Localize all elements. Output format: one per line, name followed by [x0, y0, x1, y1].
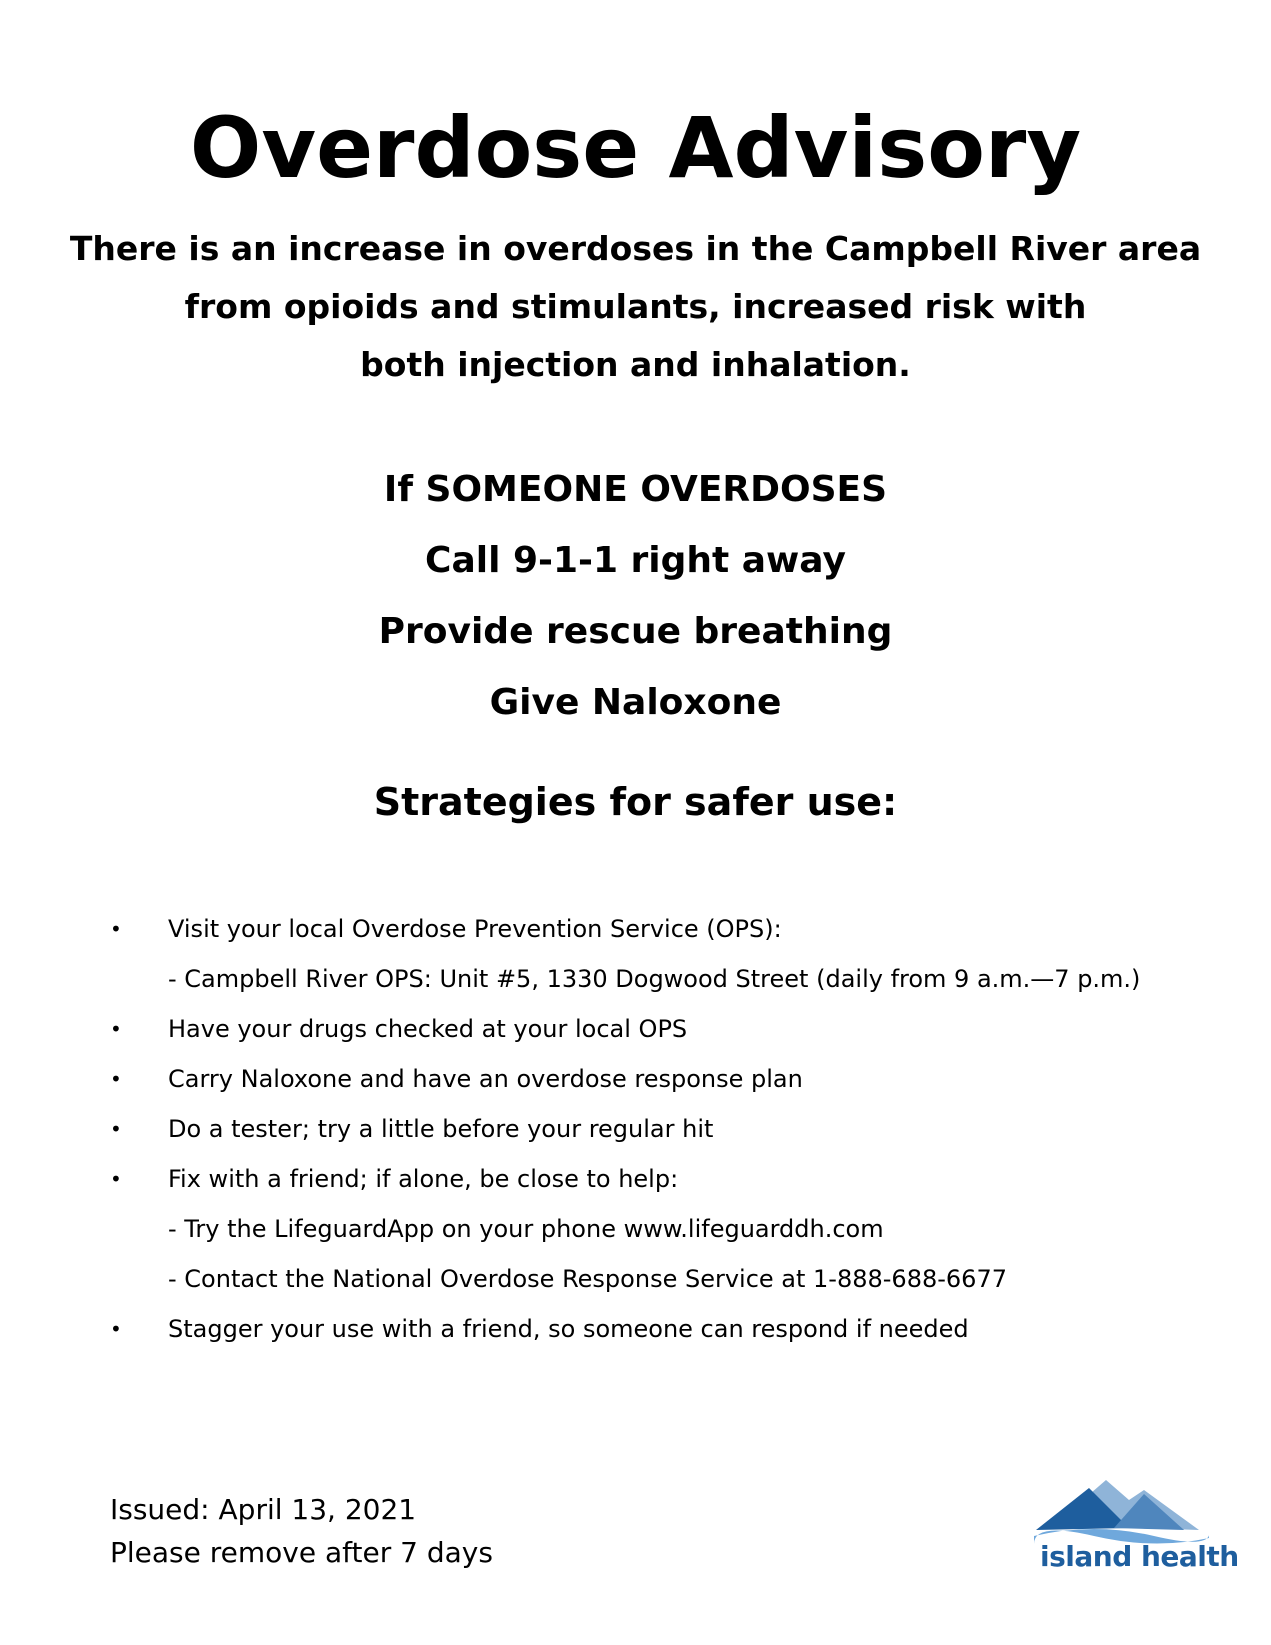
steps-heading: If SOMEONE OVERDOSES	[383, 469, 888, 510]
overdose-steps	[0, 454, 1271, 738]
strategy-text: - Try the LifeguardApp on your phone www.lifeguarddh.com	[168, 1215, 884, 1243]
bullet-icon: •	[110, 1167, 122, 1191]
strategy-item	[0, 1104, 1271, 1154]
strategy-text: Stagger your use with a friend, so someone can respond if needed	[168, 1315, 969, 1343]
step-rescue-breathing: Provide rescue breathing	[378, 611, 893, 652]
intro-line: from opioids and stimulants, increased risk with	[184, 287, 1087, 326]
strategy-item	[0, 1004, 1271, 1054]
bullet-icon: •	[110, 1317, 122, 1341]
step-give-naloxone: Give Naloxone	[489, 682, 782, 723]
logo-wordmark: island health	[1040, 1540, 1239, 1573]
strategy-item	[0, 1304, 1271, 1354]
strategy-text: - Campbell River OPS: Unit #5, 1330 Dogwood Street (daily from 9 a.m.—7 p.m.)	[168, 965, 1141, 993]
footer	[110, 1488, 493, 1574]
strategy-item	[0, 1054, 1271, 1104]
step-call-911: Call 9-1-1 right away	[425, 540, 846, 581]
strategy-item	[0, 904, 1271, 954]
strategy-text: Do a tester; try a little before your regular hit	[168, 1115, 714, 1143]
strategies-heading: Strategies for safer use:	[373, 780, 898, 824]
strategies-list	[0, 904, 1271, 1354]
intro-paragraph	[0, 220, 1271, 394]
strategy-text: Visit your local Overdose Prevention Service (OPS):	[168, 915, 782, 943]
intro-line: both injection and inhalation.	[360, 345, 911, 384]
bullet-icon: •	[110, 1017, 122, 1041]
bullet-icon: •	[110, 917, 122, 941]
strategy-subitem	[0, 954, 1271, 1004]
strategy-text: - Contact the National Overdose Response Service at 1-888-688-6677	[168, 1265, 1007, 1293]
strategy-text: Carry Naloxone and have an overdose response plan	[168, 1065, 803, 1093]
removal-note: Please remove after 7 days	[110, 1536, 493, 1569]
strategy-subitem	[0, 1254, 1271, 1304]
strategy-subitem	[0, 1204, 1271, 1254]
intro-line: There is an increase in overdoses in the Campbell River area	[69, 229, 1202, 268]
strategy-item	[0, 1154, 1271, 1204]
page-title: Overdose Advisory	[189, 99, 1082, 197]
bullet-icon: •	[110, 1117, 122, 1141]
strategy-text: Fix with a friend; if alone, be close to help:	[168, 1165, 679, 1193]
strategy-text: Have your drugs checked at your local OPS	[168, 1015, 688, 1043]
issued-date: Issued: April 13, 2021	[110, 1493, 417, 1526]
bullet-icon: •	[110, 1067, 122, 1091]
